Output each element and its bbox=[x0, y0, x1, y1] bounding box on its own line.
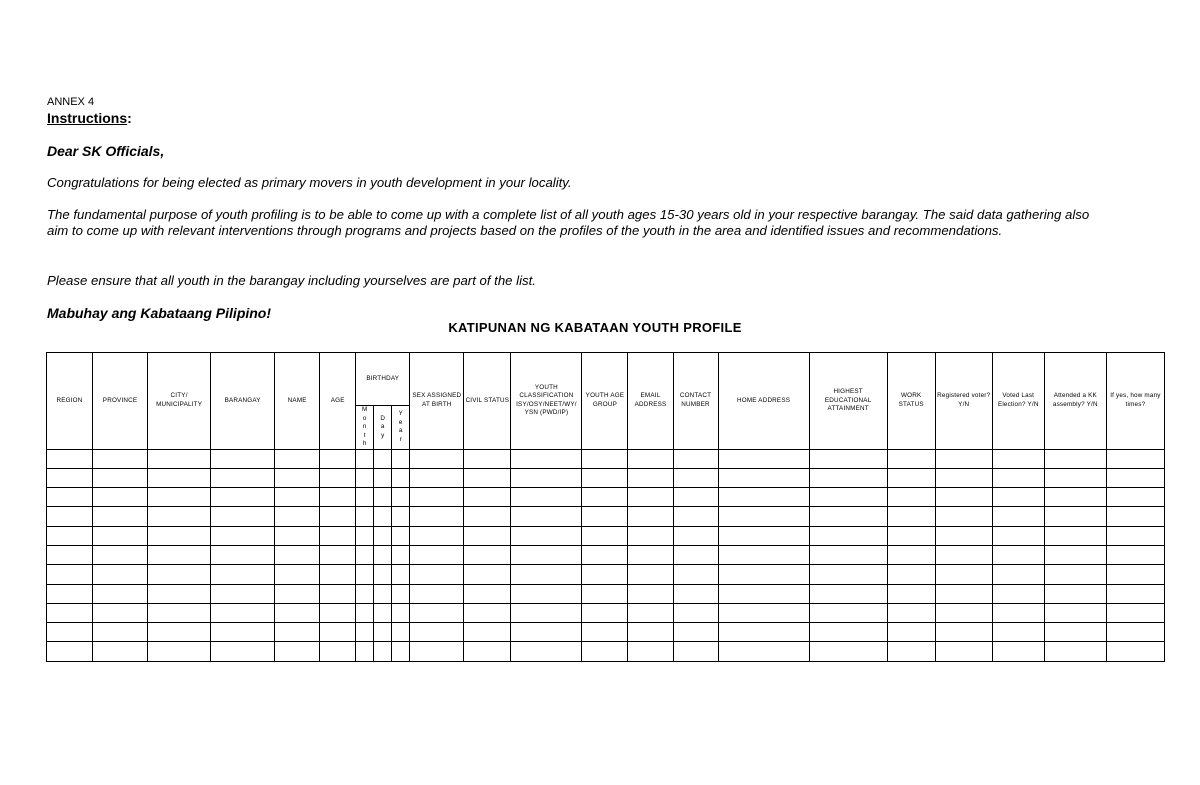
table-cell bbox=[992, 603, 1044, 622]
table-cell bbox=[718, 507, 809, 526]
table-cell bbox=[93, 603, 148, 622]
table-row bbox=[47, 545, 1165, 564]
table-cell bbox=[410, 526, 464, 545]
table-cell bbox=[392, 449, 410, 468]
table-cell bbox=[935, 584, 992, 603]
table-cell bbox=[356, 623, 374, 642]
col-email: EMAIL ADDRESS bbox=[628, 353, 673, 450]
col-age: AGE bbox=[320, 353, 356, 450]
col-times: If yes, how many times? bbox=[1106, 353, 1164, 450]
table-cell bbox=[887, 468, 935, 487]
table-cell bbox=[93, 507, 148, 526]
table-cell bbox=[320, 526, 356, 545]
table-cell bbox=[673, 507, 718, 526]
table-cell bbox=[628, 565, 673, 584]
table-cell bbox=[410, 449, 464, 468]
col-home-address: HOME ADDRESS bbox=[718, 353, 809, 450]
table-cell bbox=[582, 526, 628, 545]
table-cell bbox=[1044, 642, 1106, 661]
table-cell bbox=[464, 545, 511, 564]
table-cell bbox=[464, 526, 511, 545]
table-cell bbox=[464, 584, 511, 603]
table-cell bbox=[673, 526, 718, 545]
table-cell bbox=[1106, 623, 1164, 642]
table-cell bbox=[887, 623, 935, 642]
table-cell bbox=[887, 545, 935, 564]
table-cell bbox=[718, 545, 809, 564]
table-cell bbox=[809, 507, 887, 526]
table-cell bbox=[1106, 488, 1164, 507]
table-cell bbox=[887, 565, 935, 584]
table-cell bbox=[320, 449, 356, 468]
table-cell bbox=[356, 603, 374, 622]
table-cell bbox=[511, 468, 582, 487]
table-cell bbox=[392, 584, 410, 603]
table-cell bbox=[356, 565, 374, 584]
table-cell bbox=[935, 623, 992, 642]
table-cell bbox=[1106, 603, 1164, 622]
table-cell bbox=[356, 545, 374, 564]
table-row bbox=[47, 526, 1165, 545]
table-cell bbox=[1044, 488, 1106, 507]
table-body bbox=[47, 449, 1165, 661]
table-cell bbox=[47, 623, 93, 642]
table-cell bbox=[275, 468, 320, 487]
table-cell bbox=[275, 603, 320, 622]
table-cell bbox=[320, 642, 356, 661]
table-cell bbox=[374, 468, 392, 487]
table-cell bbox=[464, 488, 511, 507]
table-cell bbox=[374, 449, 392, 468]
table-cell bbox=[93, 623, 148, 642]
table-row bbox=[47, 449, 1165, 468]
table-cell bbox=[718, 623, 809, 642]
table-cell bbox=[320, 584, 356, 603]
table-cell bbox=[887, 642, 935, 661]
table-cell bbox=[1044, 584, 1106, 603]
table-cell bbox=[628, 623, 673, 642]
table-cell bbox=[410, 642, 464, 661]
table-cell bbox=[211, 526, 275, 545]
table-cell bbox=[673, 603, 718, 622]
table-cell bbox=[1106, 545, 1164, 564]
table-cell bbox=[582, 507, 628, 526]
table-cell bbox=[1044, 468, 1106, 487]
table-cell bbox=[93, 584, 148, 603]
table-cell bbox=[211, 545, 275, 564]
table-cell bbox=[211, 584, 275, 603]
table-cell bbox=[511, 565, 582, 584]
col-day: D a y bbox=[374, 406, 392, 450]
table-cell bbox=[148, 623, 211, 642]
table-cell bbox=[673, 623, 718, 642]
col-city: CITY/ MUNICIPALITY bbox=[148, 353, 211, 450]
closing-line: Mabuhay ang Kabataang Pilipino! bbox=[47, 305, 272, 321]
table-cell bbox=[148, 545, 211, 564]
table-cell bbox=[628, 584, 673, 603]
table-cell bbox=[47, 507, 93, 526]
table-cell bbox=[511, 526, 582, 545]
table-cell bbox=[93, 565, 148, 584]
table-cell bbox=[464, 642, 511, 661]
table-cell bbox=[992, 565, 1044, 584]
table-cell bbox=[935, 545, 992, 564]
table-cell bbox=[320, 507, 356, 526]
col-age-group: YOUTH AGE GROUP bbox=[582, 353, 628, 450]
table-cell bbox=[374, 488, 392, 507]
table-cell bbox=[464, 603, 511, 622]
purpose-paragraph: The fundamental purpose of youth profiling is to be able to come up with a complete list of all youth ages 15-30 years old in your respective barangay. The said data gathering also aim to come up with relevant interventions through programs and projects based on the profiles of the youth in the area and identified issues and recommendations. bbox=[47, 207, 1090, 238]
table-cell bbox=[1044, 449, 1106, 468]
table-cell bbox=[392, 623, 410, 642]
table-cell bbox=[93, 642, 148, 661]
table-cell bbox=[392, 488, 410, 507]
table-cell bbox=[211, 468, 275, 487]
table-cell bbox=[809, 545, 887, 564]
table-cell bbox=[628, 449, 673, 468]
table-cell bbox=[718, 584, 809, 603]
ensure-paragraph: Please ensure that all youth in the barangay including yourselves are part of the list. bbox=[47, 273, 536, 288]
table-cell bbox=[511, 488, 582, 507]
table-row bbox=[47, 488, 1165, 507]
table-cell bbox=[1106, 468, 1164, 487]
table-cell bbox=[93, 488, 148, 507]
table-row bbox=[47, 603, 1165, 622]
table-cell bbox=[1044, 526, 1106, 545]
table-cell bbox=[392, 565, 410, 584]
table-cell bbox=[935, 468, 992, 487]
table-cell bbox=[392, 507, 410, 526]
table-cell bbox=[148, 488, 211, 507]
table-cell bbox=[1106, 642, 1164, 661]
table-cell bbox=[673, 545, 718, 564]
table-cell bbox=[887, 584, 935, 603]
table-cell bbox=[374, 584, 392, 603]
table-cell bbox=[275, 565, 320, 584]
table-cell bbox=[148, 468, 211, 487]
table-cell bbox=[1106, 449, 1164, 468]
table-cell bbox=[887, 488, 935, 507]
table-cell bbox=[374, 526, 392, 545]
table-row bbox=[47, 584, 1165, 603]
table-cell bbox=[935, 603, 992, 622]
col-region: REGION bbox=[47, 353, 93, 450]
youth-profile-table bbox=[46, 352, 1165, 662]
table-cell bbox=[148, 584, 211, 603]
table-cell bbox=[992, 468, 1044, 487]
table-cell bbox=[582, 565, 628, 584]
table-cell bbox=[148, 507, 211, 526]
table-cell bbox=[628, 603, 673, 622]
table-cell bbox=[374, 623, 392, 642]
table-cell bbox=[211, 603, 275, 622]
table-cell bbox=[356, 526, 374, 545]
table-cell bbox=[47, 642, 93, 661]
table-row bbox=[47, 642, 1165, 661]
congrats-paragraph: Congratulations for being elected as primary movers in youth development in your locality. bbox=[47, 175, 572, 190]
table-cell bbox=[356, 642, 374, 661]
table-cell bbox=[374, 603, 392, 622]
col-barangay: BARANGAY bbox=[211, 353, 275, 450]
table-cell bbox=[47, 565, 93, 584]
table-cell bbox=[582, 584, 628, 603]
table-cell bbox=[320, 468, 356, 487]
col-work-status: WORK STATUS bbox=[887, 353, 935, 450]
table-cell bbox=[275, 507, 320, 526]
table-cell bbox=[211, 488, 275, 507]
table-cell bbox=[374, 642, 392, 661]
table-cell bbox=[1044, 623, 1106, 642]
table-cell bbox=[47, 545, 93, 564]
table-cell bbox=[992, 526, 1044, 545]
table-cell bbox=[374, 507, 392, 526]
table-cell bbox=[275, 642, 320, 661]
table-cell bbox=[673, 449, 718, 468]
table-cell bbox=[718, 642, 809, 661]
table-cell bbox=[93, 545, 148, 564]
table-cell bbox=[392, 603, 410, 622]
col-attended-assembly: Attended a KK assembly? Y/N bbox=[1044, 353, 1106, 450]
salutation: Dear SK Officials, bbox=[47, 143, 165, 159]
table-cell bbox=[410, 507, 464, 526]
table-cell bbox=[809, 468, 887, 487]
table-cell bbox=[809, 488, 887, 507]
table-cell bbox=[718, 526, 809, 545]
col-education: HIGHEST EDUCATIONAL ATTAINMENT bbox=[809, 353, 887, 450]
col-classification: YOUTH CLASSIFICATION ISY/OSY/NEET/WY/ YSN (PWD/IP) bbox=[511, 353, 582, 450]
table-cell bbox=[211, 623, 275, 642]
table-cell bbox=[628, 468, 673, 487]
table-cell bbox=[673, 488, 718, 507]
table-cell bbox=[47, 584, 93, 603]
table-cell bbox=[392, 545, 410, 564]
table-cell bbox=[148, 642, 211, 661]
table-cell bbox=[582, 468, 628, 487]
table-cell bbox=[356, 488, 374, 507]
table-cell bbox=[992, 449, 1044, 468]
col-civil-status: CIVIL STATUS bbox=[464, 353, 511, 450]
table-cell bbox=[356, 584, 374, 603]
table-cell bbox=[211, 449, 275, 468]
table-cell bbox=[809, 603, 887, 622]
table-cell bbox=[93, 526, 148, 545]
table-cell bbox=[628, 526, 673, 545]
table-cell bbox=[511, 545, 582, 564]
col-sex: SEX ASSIGNED AT BIRTH bbox=[410, 353, 464, 450]
table-cell bbox=[410, 565, 464, 584]
table-cell bbox=[992, 507, 1044, 526]
table-cell bbox=[47, 468, 93, 487]
table-cell bbox=[93, 468, 148, 487]
table-cell bbox=[992, 545, 1044, 564]
table-cell bbox=[673, 468, 718, 487]
table-cell bbox=[47, 449, 93, 468]
table-cell bbox=[148, 603, 211, 622]
table-cell bbox=[582, 449, 628, 468]
table-cell bbox=[410, 468, 464, 487]
table-cell bbox=[511, 623, 582, 642]
table-cell bbox=[392, 468, 410, 487]
table-cell bbox=[1044, 603, 1106, 622]
table-cell bbox=[320, 623, 356, 642]
table-cell bbox=[464, 623, 511, 642]
table-cell bbox=[628, 545, 673, 564]
table-cell bbox=[935, 507, 992, 526]
table-cell bbox=[718, 488, 809, 507]
table-cell bbox=[718, 565, 809, 584]
table-cell bbox=[673, 584, 718, 603]
table-cell bbox=[410, 545, 464, 564]
table-cell bbox=[1106, 526, 1164, 545]
table-cell bbox=[275, 584, 320, 603]
table-cell bbox=[464, 449, 511, 468]
table-cell bbox=[320, 545, 356, 564]
table-cell bbox=[275, 526, 320, 545]
table-cell bbox=[275, 545, 320, 564]
table-cell bbox=[148, 449, 211, 468]
table-cell bbox=[511, 507, 582, 526]
table-cell bbox=[356, 507, 374, 526]
table-cell bbox=[718, 603, 809, 622]
col-registered-voter: Registered voter? Y/N bbox=[935, 353, 992, 450]
table-cell bbox=[628, 488, 673, 507]
table-row bbox=[47, 468, 1165, 487]
table-cell bbox=[887, 507, 935, 526]
table-cell bbox=[809, 565, 887, 584]
table-cell bbox=[887, 526, 935, 545]
table-cell bbox=[410, 584, 464, 603]
table-cell bbox=[809, 642, 887, 661]
table-cell bbox=[992, 488, 1044, 507]
table-cell bbox=[1106, 565, 1164, 584]
table-cell bbox=[992, 623, 1044, 642]
table-cell bbox=[356, 449, 374, 468]
table-cell bbox=[320, 488, 356, 507]
table-cell bbox=[320, 603, 356, 622]
instructions-heading bbox=[47, 110, 132, 126]
table-cell bbox=[410, 488, 464, 507]
table-cell bbox=[1044, 565, 1106, 584]
table-cell bbox=[582, 603, 628, 622]
table-cell bbox=[935, 565, 992, 584]
table-cell bbox=[628, 507, 673, 526]
table-cell bbox=[887, 449, 935, 468]
annex-label: ANNEX 4 bbox=[47, 96, 95, 108]
table-cell bbox=[320, 565, 356, 584]
table-cell bbox=[718, 468, 809, 487]
table-cell bbox=[211, 565, 275, 584]
table-cell bbox=[410, 623, 464, 642]
instructions-colon: : bbox=[127, 110, 132, 126]
table-cell bbox=[511, 642, 582, 661]
table-cell bbox=[148, 526, 211, 545]
table-cell bbox=[992, 642, 1044, 661]
table-row bbox=[47, 623, 1165, 642]
table-cell bbox=[582, 488, 628, 507]
table-cell bbox=[374, 565, 392, 584]
table-cell bbox=[718, 449, 809, 468]
col-month: M o n t h bbox=[356, 406, 374, 450]
table-cell bbox=[992, 584, 1044, 603]
table-cell bbox=[809, 584, 887, 603]
table-cell bbox=[1106, 584, 1164, 603]
table-cell bbox=[673, 642, 718, 661]
table-cell bbox=[392, 642, 410, 661]
table-cell bbox=[275, 623, 320, 642]
table-cell bbox=[374, 545, 392, 564]
table-cell bbox=[1044, 545, 1106, 564]
table-cell bbox=[211, 642, 275, 661]
table-cell bbox=[809, 526, 887, 545]
table-cell bbox=[935, 488, 992, 507]
instructions-label: Instructions bbox=[47, 110, 128, 126]
table-cell bbox=[809, 623, 887, 642]
table-cell bbox=[511, 584, 582, 603]
table-row bbox=[47, 507, 1165, 526]
table-cell bbox=[392, 526, 410, 545]
col-name: NAME bbox=[275, 353, 320, 450]
table-cell bbox=[809, 449, 887, 468]
table-cell bbox=[211, 507, 275, 526]
table-cell bbox=[1106, 507, 1164, 526]
table-cell bbox=[935, 449, 992, 468]
table-title: KATIPUNAN NG KABATAAN YOUTH PROFILE bbox=[448, 320, 742, 335]
table-cell bbox=[628, 642, 673, 661]
table-cell bbox=[511, 603, 582, 622]
table-cell bbox=[673, 565, 718, 584]
table-cell bbox=[47, 526, 93, 545]
table-cell bbox=[47, 603, 93, 622]
table-cell bbox=[935, 526, 992, 545]
table-cell bbox=[275, 449, 320, 468]
table-cell bbox=[464, 565, 511, 584]
col-province: PROVINCE bbox=[93, 353, 148, 450]
table-cell bbox=[464, 468, 511, 487]
table-cell bbox=[582, 623, 628, 642]
col-year: Y e a r bbox=[392, 406, 410, 450]
table-cell bbox=[93, 449, 148, 468]
table-cell bbox=[582, 642, 628, 661]
table-cell bbox=[47, 488, 93, 507]
table-cell bbox=[275, 488, 320, 507]
table-cell bbox=[582, 545, 628, 564]
table-cell bbox=[464, 507, 511, 526]
col-voted: Voted Last Election? Y/N bbox=[992, 353, 1044, 450]
table-cell bbox=[887, 603, 935, 622]
table-row bbox=[47, 565, 1165, 584]
col-birthday: BIRTHDAY bbox=[356, 353, 410, 406]
table-cell bbox=[935, 642, 992, 661]
table-cell bbox=[148, 565, 211, 584]
table-cell bbox=[410, 603, 464, 622]
table-cell bbox=[356, 468, 374, 487]
table-cell bbox=[1044, 507, 1106, 526]
col-contact: CONTACT NUMBER bbox=[673, 353, 718, 450]
table-cell bbox=[511, 449, 582, 468]
